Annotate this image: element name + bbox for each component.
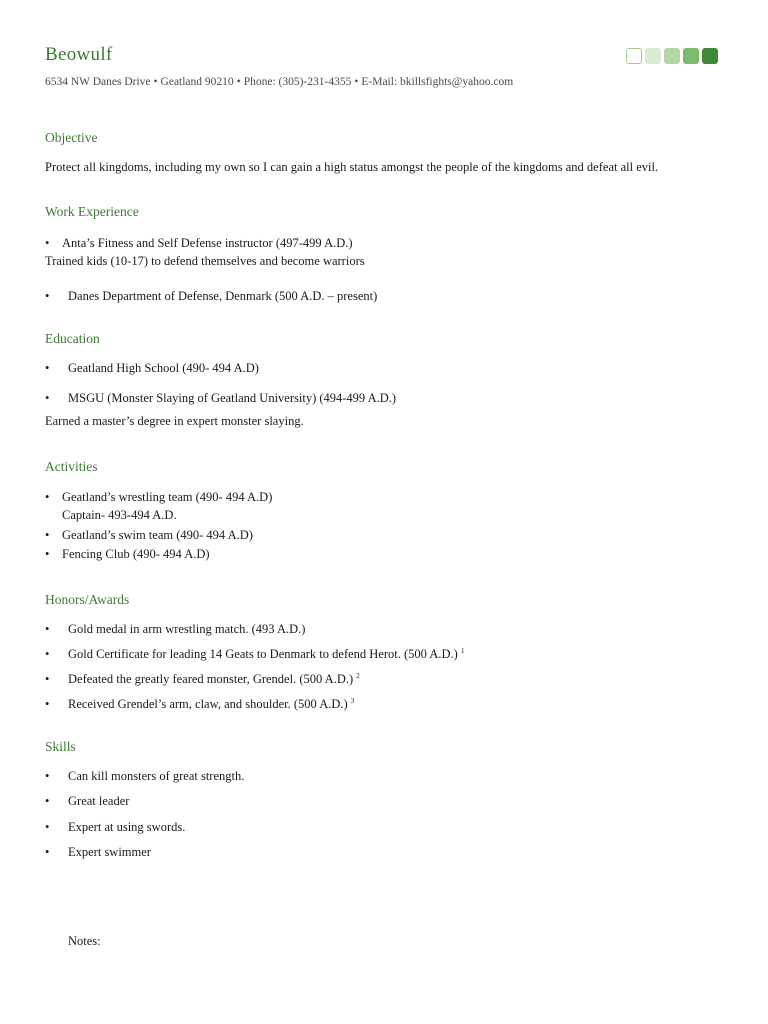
bullet-icon: • [45, 845, 50, 859]
footnote-ref: 3 [350, 697, 355, 705]
bullet-icon: • [45, 622, 50, 636]
accent-square [702, 48, 718, 64]
honors-heading: Honors/Awards [45, 592, 130, 607]
bullet-icon: • [45, 547, 50, 561]
work-item: Danes Department of Defense, Denmark (500 A.D. – present) [68, 289, 378, 303]
bullet-icon: • [45, 490, 50, 504]
skill-item: Expert at using swords. [68, 820, 186, 834]
skill-item: Expert swimmer [68, 845, 151, 859]
bullet-icon: • [45, 794, 50, 808]
accent-square [664, 48, 680, 64]
honor-item [68, 672, 360, 687]
work-experience-heading: Work Experience [45, 204, 139, 219]
accent-squares [626, 48, 718, 64]
honor-item-text: Defeated the greatly feared monster, Grendel. (500 A.D.) [68, 672, 354, 687]
contact-separator: • [153, 76, 158, 88]
objective-heading: Objective [45, 130, 98, 145]
education-item-detail: Earned a master’s degree in expert monster slaying. [45, 414, 304, 428]
bullet-icon: • [45, 672, 50, 686]
education-heading: Education [45, 331, 100, 346]
skill-item: Can kill monsters of great strength. [68, 769, 245, 783]
footnote-ref: 2 [356, 672, 360, 680]
activity-item-detail: Captain- 493-494 A.D. [62, 508, 177, 522]
bullet-icon: • [45, 528, 50, 542]
bullet-icon: • [45, 289, 50, 303]
activity-item: Geatland’s wrestling team (490- 494 A.D) [62, 490, 273, 504]
accent-square [683, 48, 699, 64]
activity-item: Geatland’s swim team (490- 494 A.D) [62, 528, 253, 542]
bullet-icon: • [45, 647, 50, 661]
contact-separator: • [236, 76, 241, 88]
bullet-icon: • [45, 697, 50, 711]
work-item: Anta’s Fitness and Self Defense instructor (497-499 A.D.) [62, 236, 353, 250]
honor-item [68, 647, 464, 662]
footnote-ref: 1 [460, 647, 465, 655]
education-item: MSGU (Monster Slaying of Geatland University) (494-499 A.D.) [68, 391, 397, 405]
accent-square [645, 48, 661, 64]
skills-heading: Skills [45, 739, 76, 754]
honor-item [68, 697, 354, 712]
bullet-icon: • [45, 391, 50, 405]
contact-line [45, 76, 513, 88]
contact-phone: Phone: (305)-231-4355 [243, 76, 352, 88]
resume-name: Beowulf [45, 44, 113, 65]
work-item-detail: Trained kids (10-17) to defend themselves and become warriors [45, 254, 365, 268]
bullet-icon: • [45, 361, 50, 375]
activity-item: Fencing Club (490- 494 A.D) [62, 547, 210, 561]
bullet-icon: • [45, 820, 50, 834]
contact-email: E-Mail: bkillsfights@yahoo.com [361, 76, 514, 88]
activities-heading: Activities [45, 459, 98, 474]
accent-square [626, 48, 642, 64]
honor-item: Gold medal in arm wrestling match. (493 A.D.) [68, 622, 306, 636]
contact-city: Geatland 90210 [160, 76, 234, 88]
objective-text: Protect all kingdoms, including my own so I can gain a high status amongst the people of the kingdoms and defeat all evil. [45, 160, 659, 174]
contact-separator: • [354, 76, 359, 88]
bullet-icon: • [45, 769, 50, 783]
education-item: Geatland High School (490- 494 A.D) [68, 361, 259, 375]
skill-item: Great leader [68, 794, 130, 808]
honor-item-text: Received Grendel’s arm, claw, and shoulder. (500 A.D.) [68, 697, 348, 712]
bullet-icon: • [45, 236, 50, 250]
contact-address: 6534 NW Danes Drive [45, 76, 151, 88]
honor-item-text: Gold Certificate for leading 14 Geats to Denmark to defend Herot. (500 A.D.) [68, 647, 458, 662]
notes-label: Notes: [68, 934, 101, 948]
